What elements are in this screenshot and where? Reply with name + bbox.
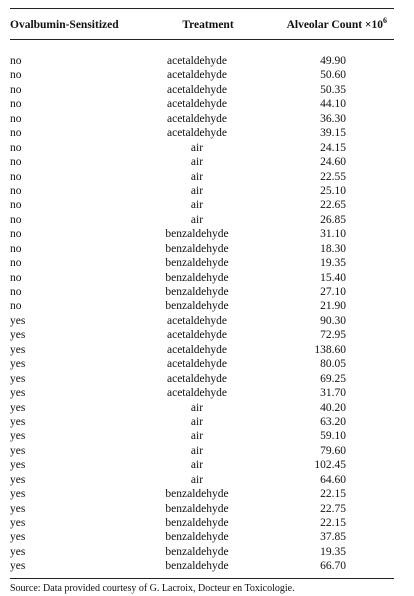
table-row	[10, 54, 394, 68]
cell-alveolar-count: 80.05	[320, 358, 346, 371]
cell-sensitized: no	[10, 69, 22, 82]
cell-alveolar-count: 31.70	[320, 387, 346, 400]
cell-alveolar-count: 138.60	[314, 343, 346, 356]
cell-treatment: benzaldehyde	[165, 531, 229, 544]
cell-sensitized: no	[10, 199, 22, 212]
cell-sensitized: no	[10, 83, 22, 96]
cell-alveolar-count: 66.70	[320, 560, 346, 573]
header-alveolar-count	[286, 16, 387, 31]
cell-treatment: acetaldehyde	[166, 329, 227, 342]
cell-sensitized: yes	[10, 358, 26, 371]
table-body	[10, 40, 394, 578]
cell-treatment: air	[190, 459, 204, 472]
table-row	[10, 141, 394, 155]
cell-sensitized: no	[10, 55, 22, 67]
cell-treatment: acetaldehyde	[166, 55, 227, 67]
cell-sensitized: yes	[10, 314, 26, 327]
header-treatment: Treatment	[182, 19, 234, 31]
cell-sensitized: no	[10, 257, 22, 270]
cell-treatment: air	[190, 401, 204, 414]
cell-sensitized: yes	[10, 545, 26, 558]
cell-sensitized: yes	[10, 488, 26, 501]
cell-alveolar-count: 22.75	[320, 502, 346, 515]
cell-sensitized: yes	[10, 517, 26, 529]
cell-alveolar-count: 22.65	[320, 199, 346, 212]
cell-treatment: acetaldehyde	[166, 112, 227, 125]
table-row	[10, 170, 394, 184]
table-row	[10, 473, 394, 487]
header-count-label: Alveolar Count ×10	[286, 19, 383, 31]
cell-sensitized: yes	[10, 343, 26, 356]
cell-sensitized: no	[10, 98, 22, 111]
cell-treatment: air	[190, 415, 204, 428]
cell-alveolar-count: 37.85	[320, 531, 346, 544]
table-row	[10, 559, 394, 573]
cell-sensitized: no	[10, 170, 22, 183]
cell-treatment: acetaldehyde	[166, 387, 227, 400]
cell-alveolar-count: 90.30	[320, 314, 346, 327]
cell-alveolar-count: 19.35	[320, 257, 346, 270]
header-count-exponent: 6	[383, 16, 387, 25]
table-row	[10, 68, 394, 82]
cell-alveolar-count: 40.20	[320, 401, 346, 414]
source-note: Source: Data provided courtesy of G. Lacroix, Docteur en Toxicologie.	[10, 583, 295, 594]
cell-sensitized: no	[10, 141, 22, 154]
cell-treatment: benzaldehyde	[165, 560, 229, 573]
cell-alveolar-count: 22.55	[320, 170, 346, 183]
cell-treatment: air	[190, 156, 204, 169]
cell-treatment: air	[190, 199, 204, 212]
table-row	[10, 545, 394, 559]
table-row	[10, 502, 394, 516]
cell-alveolar-count: 59.10	[320, 430, 346, 443]
table-row	[10, 328, 394, 342]
cell-sensitized: no	[10, 112, 22, 125]
table-row	[10, 112, 394, 126]
cell-treatment: benzaldehyde	[165, 502, 229, 515]
table-row	[10, 242, 394, 256]
data-table	[10, 8, 394, 579]
table-row	[10, 444, 394, 458]
cell-alveolar-count: 22.15	[320, 488, 346, 501]
table-row	[10, 126, 394, 140]
cell-treatment: air	[190, 444, 204, 457]
cell-alveolar-count: 50.60	[320, 69, 346, 82]
table-row	[10, 530, 394, 544]
cell-alveolar-count: 26.85	[320, 213, 346, 226]
cell-sensitized: yes	[10, 401, 26, 414]
cell-treatment: acetaldehyde	[166, 127, 227, 140]
cell-alveolar-count: 36.30	[320, 112, 346, 125]
cell-alveolar-count: 22.15	[320, 517, 346, 529]
table-row	[10, 357, 394, 371]
cell-treatment: benzaldehyde	[165, 228, 229, 241]
cell-sensitized: no	[10, 271, 22, 284]
table-row	[10, 401, 394, 415]
table-row	[10, 97, 394, 111]
cell-treatment: acetaldehyde	[166, 372, 227, 385]
cell-treatment: air	[190, 473, 204, 486]
table-header	[10, 9, 394, 39]
table-row	[10, 429, 394, 443]
cell-sensitized: no	[10, 127, 22, 140]
cell-sensitized: no	[10, 286, 22, 298]
cell-treatment: acetaldehyde	[166, 83, 227, 96]
bottom-rule	[10, 578, 394, 579]
cell-alveolar-count: 72.95	[320, 329, 346, 342]
table-row	[10, 198, 394, 212]
cell-treatment: acetaldehyde	[166, 343, 227, 356]
cell-sensitized: no	[10, 184, 22, 197]
cell-treatment: air	[190, 430, 204, 443]
cell-sensitized: yes	[10, 444, 26, 457]
cell-sensitized: yes	[10, 560, 26, 573]
table-row	[10, 516, 394, 530]
cell-alveolar-count: 79.60	[320, 444, 346, 457]
table-row	[10, 213, 394, 227]
cell-treatment: benzaldehyde	[165, 271, 229, 284]
cell-treatment: acetaldehyde	[166, 358, 227, 371]
cell-treatment: acetaldehyde	[166, 314, 227, 327]
cell-sensitized: no	[10, 300, 22, 313]
cell-treatment: acetaldehyde	[166, 98, 227, 111]
table-row	[10, 285, 394, 299]
cell-treatment: benzaldehyde	[165, 286, 229, 298]
cell-alveolar-count: 27.10	[320, 286, 346, 298]
table-row	[10, 458, 394, 472]
cell-alveolar-count: 31.10	[320, 228, 346, 241]
cell-treatment: air	[190, 170, 204, 183]
cell-alveolar-count: 19.35	[320, 545, 346, 558]
cell-alveolar-count: 39.15	[320, 127, 346, 140]
cell-sensitized: no	[10, 228, 22, 241]
cell-alveolar-count: 21.90	[320, 300, 346, 313]
table-row	[10, 487, 394, 501]
cell-treatment: benzaldehyde	[165, 257, 229, 270]
cell-sensitized: no	[10, 242, 22, 255]
cell-sensitized: yes	[10, 387, 26, 400]
cell-treatment: air	[190, 213, 204, 226]
table-row	[10, 386, 394, 400]
header-sensitized: Ovalbumin-Sensitized	[10, 19, 119, 31]
cell-alveolar-count: 49.90	[320, 55, 346, 67]
cell-sensitized: yes	[10, 473, 26, 486]
cell-sensitized: yes	[10, 329, 26, 342]
table-row	[10, 372, 394, 386]
cell-alveolar-count: 15.40	[320, 271, 346, 284]
cell-alveolar-count: 69.25	[320, 372, 346, 385]
cell-treatment: air	[190, 141, 204, 154]
cell-alveolar-count: 64.60	[320, 473, 346, 486]
table-row	[10, 155, 394, 169]
table-row	[10, 256, 394, 270]
cell-treatment: acetaldehyde	[166, 69, 227, 82]
cell-treatment: benzaldehyde	[165, 517, 229, 529]
table-row	[10, 271, 394, 285]
cell-alveolar-count: 102.45	[314, 459, 346, 472]
cell-alveolar-count: 63.20	[320, 415, 346, 428]
table-row	[10, 415, 394, 429]
cell-treatment: benzaldehyde	[165, 488, 229, 501]
cell-treatment: benzaldehyde	[165, 300, 229, 313]
table-row	[10, 83, 394, 97]
table-row	[10, 227, 394, 241]
table-row	[10, 299, 394, 313]
cell-alveolar-count: 24.15	[320, 141, 346, 154]
cell-alveolar-count: 50.35	[320, 83, 346, 96]
table-row	[10, 343, 394, 357]
cell-alveolar-count: 24.60	[320, 156, 346, 169]
cell-treatment: benzaldehyde	[165, 242, 229, 255]
cell-sensitized: yes	[10, 430, 26, 443]
cell-sensitized: yes	[10, 502, 26, 515]
cell-sensitized: no	[10, 156, 22, 169]
cell-sensitized: yes	[10, 372, 26, 385]
cell-alveolar-count: 18.30	[320, 242, 346, 255]
table-row	[10, 184, 394, 198]
cell-treatment: air	[190, 184, 204, 197]
cell-alveolar-count: 44.10	[320, 98, 346, 111]
table-row	[10, 314, 394, 328]
cell-treatment: benzaldehyde	[165, 545, 229, 558]
cell-sensitized: yes	[10, 459, 26, 472]
cell-alveolar-count: 25.10	[320, 184, 346, 197]
cell-sensitized: yes	[10, 531, 26, 544]
cell-sensitized: no	[10, 213, 22, 226]
cell-sensitized: yes	[10, 415, 26, 428]
